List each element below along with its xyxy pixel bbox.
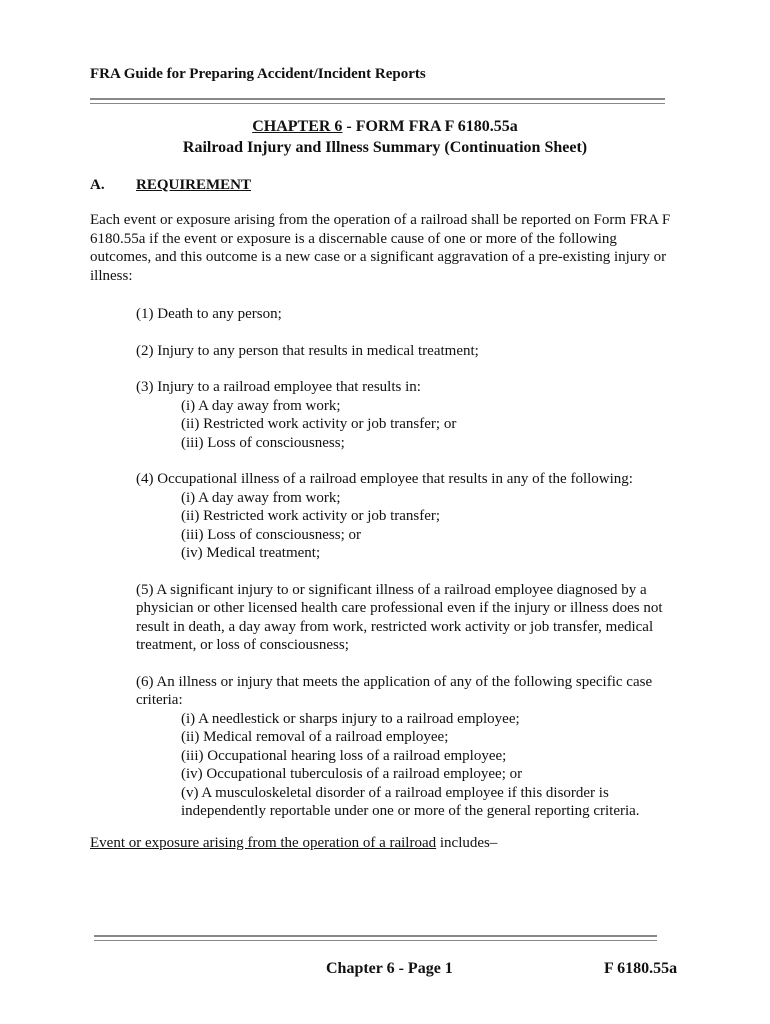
footer-page-number: Chapter 6 - Page 1 <box>326 960 453 977</box>
sub-item: (v) A musculoskeletal disorder of a railroad employee if this disorder is independently reportable under one or more of the general reporting criteria. <box>181 784 640 819</box>
sub-item: (iv) Occupational tuberculosis of a railroad employee; or <box>181 766 523 782</box>
header-divider <box>90 98 665 104</box>
list-item-text: (6) An illness or injury that meets the application of any of the following specific case criteria: <box>136 673 653 708</box>
defined-term: Event or exposure arising from the operation of a railroad <box>90 835 437 851</box>
sub-item: (i) A day away from work; <box>181 489 341 506</box>
chapter-subtitle: Railroad Injury and Illness Summary (Continuation Sheet) <box>182 139 588 156</box>
list-item-text: (5) A significant injury to or significant illness of a railroad employee diagnosed by a physician or other licensed health care professional even if the injury or illness does not result in death, a day away from work, restricted work activity or job transfer, medical treatment, or loss of consciousness; <box>136 581 663 653</box>
list-item-text: (4) Occupational illness of a railroad employee that results in any of the following: <box>136 471 633 487</box>
sub-item: (i) A needlestick or sharps injury to a railroad employee; <box>181 710 520 727</box>
sub-item: (iv) Medical treatment; <box>181 545 321 561</box>
footer-form-number: F 6180.55a <box>604 960 678 977</box>
section-letter: A. <box>90 177 105 193</box>
list-item <box>136 470 681 563</box>
chapter-title <box>90 118 680 136</box>
requirement-list <box>136 305 681 839</box>
chapter-form: FORM FRA F 6180.55a <box>355 118 518 135</box>
list-item <box>136 305 681 324</box>
list-item-text: (2) Injury to any person that results in medical treatment; <box>136 342 479 359</box>
closing-rest: includes– <box>436 835 498 851</box>
section-title: REQUIREMENT <box>136 177 252 193</box>
document-header: FRA Guide for Preparing Accident/Incident Reports <box>90 66 426 82</box>
sub-item: (ii) Restricted work activity or job transfer; <box>181 508 441 524</box>
sub-item: (iii) Loss of consciousness; or <box>181 526 361 543</box>
intro-paragraph: Each event or exposure arising from the operation of a railroad shall be reported on Form FRA F 6180.55a if the event or exposure is a discernable cause of one or more of the following outcomes, and this outcome is a new case or a significant aggravation of a pre-existing injury or illness: <box>90 212 671 284</box>
list-item-text: (1) Death to any person; <box>136 306 282 322</box>
list-item <box>136 581 681 655</box>
sub-item: (i) A day away from work; <box>181 397 341 414</box>
list-item <box>136 378 681 452</box>
footer-divider <box>94 935 657 941</box>
chapter-label: CHAPTER 6 <box>252 118 343 135</box>
sub-item: (ii) Restricted work activity or job transfer; or <box>181 416 457 432</box>
closing-line <box>90 835 497 852</box>
chapter-separator: - <box>342 118 356 135</box>
list-item <box>136 342 681 361</box>
sub-item: (ii) Medical removal of a railroad employee; <box>181 729 449 745</box>
list-item-text: (3) Injury to a railroad employee that results in: <box>136 379 421 395</box>
sub-item: (iii) Loss of consciousness; <box>181 434 345 451</box>
list-item <box>136 673 681 821</box>
sub-item: (iii) Occupational hearing loss of a railroad employee; <box>181 747 507 764</box>
